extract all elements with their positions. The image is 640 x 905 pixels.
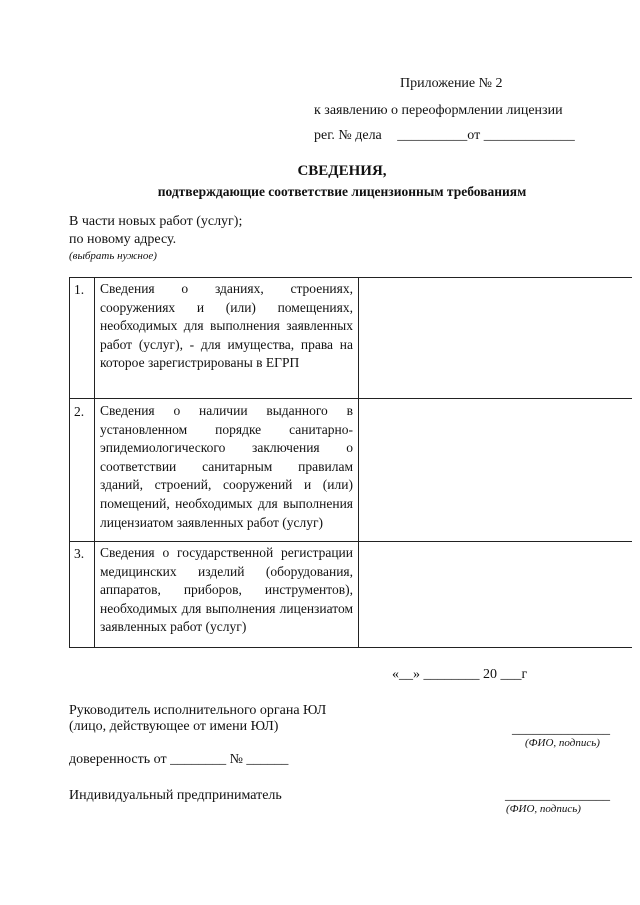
table-number-column-divider [94,278,95,647]
entrepreneur-label: Индивидуальный предприниматель [69,788,282,803]
row-description: Сведения о зданиях, строениях, сооружениях и (или) помещениях, необходимых для выполнения заявленных работ (услуг), - для имущества, права на которое зарегистрированы в ЕГРП [100,281,353,371]
row-description: Сведения о наличии выданного в установленном порядке санитарно-эпидемиологического заключения о соответствии санитарным правилам зданий, строений, сооружений и (или) помещений, необходимых для выполнения лицензиатом заявленных работ (услуг) [100,403,353,530]
table-bottom-border [70,647,632,648]
scope-option-new-works: В части новых работ (услуг); [69,214,243,229]
entrepreneur-signature-blank[interactable]: _______________ [505,788,610,803]
registration-blank: __________ [397,128,468,143]
head-signature-blank[interactable]: ______________ [512,722,610,737]
row-description: Сведения о государственной регистрации медицинских изделий (оборудования, аппаратов, приборов, инструментов), необходимых для выполнения лицензиатом заявленных работ (услуг) [100,545,353,635]
entrepreneur-fio-hint: (ФИО, подпись) [506,803,581,815]
head-signatory-subtitle: (лицо, действующее от имени ЮЛ) [69,719,279,734]
row-value-cell[interactable] [359,278,632,398]
power-of-attorney-line[interactable]: доверенность от ________ № ______ [69,752,289,767]
appendix-subject: к заявлению о переоформлении лицензии [314,103,563,118]
head-signatory-title: Руководитель исполнительного органа ЮЛ [69,703,327,718]
row-value-cell[interactable] [359,399,632,541]
row-number: 2. [74,404,85,419]
row-number: 1. [74,282,85,297]
document-title: СВЕДЕНИЯ, [297,163,387,179]
scope-option-new-address: по новому адресу. [69,232,177,247]
registration-number-line [314,128,575,144]
requirements-table [69,277,632,648]
from-label: от [467,128,481,143]
document-subtitle: подтверждающие соответствие лицензионным требованиям [157,184,527,199]
row-number: 3. [74,546,85,561]
row-value-cell[interactable] [359,542,632,647]
date-line[interactable]: «__» ________ 20 ___г [392,667,528,682]
head-fio-hint: (ФИО, подпись) [525,737,600,749]
registration-label: рег. № дела [314,128,382,143]
from-date-blank: _____________ [483,128,575,143]
scope-hint: (выбрать нужное) [69,250,157,262]
appendix-number: Приложение № 2 [400,76,503,91]
